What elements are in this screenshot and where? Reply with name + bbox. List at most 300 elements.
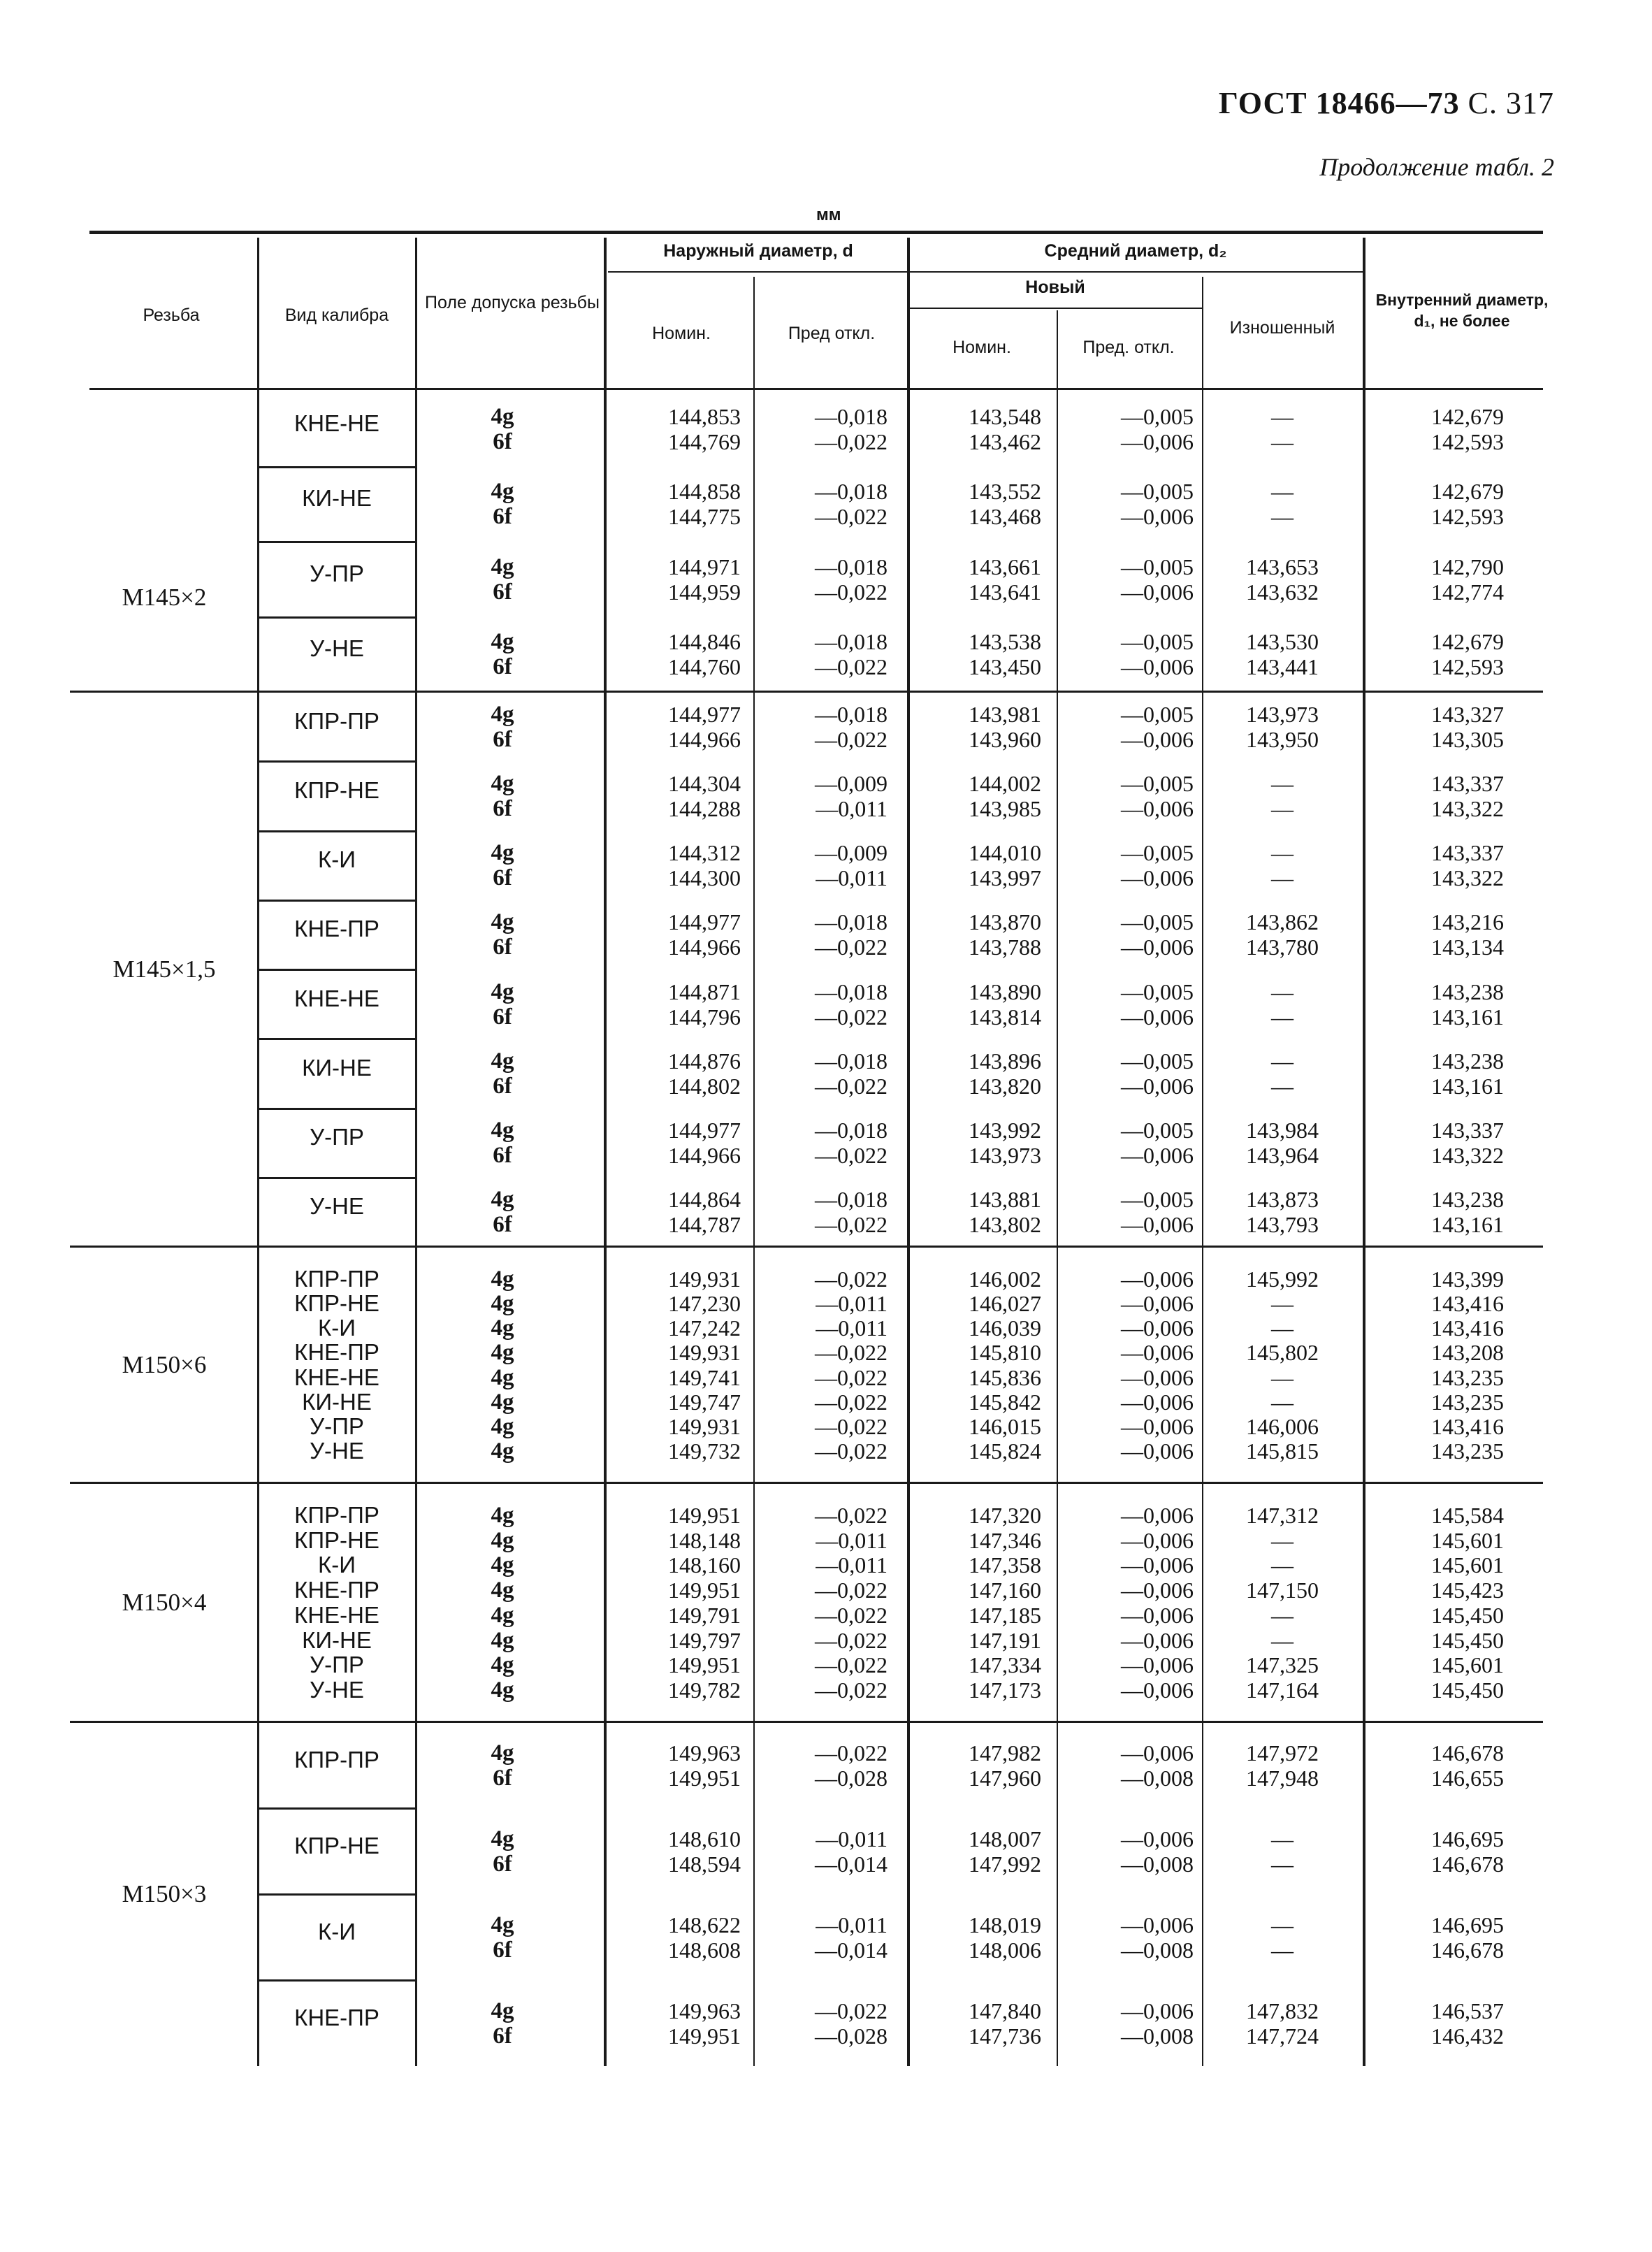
worn-value: — xyxy=(1271,1627,1294,1653)
gauge-row-separator xyxy=(259,1893,415,1896)
col-pitch-nominal: Номин. xyxy=(952,338,1011,357)
d2-nom-value: 147,960 xyxy=(969,1765,1041,1791)
thread-designation: М150×4 xyxy=(122,1589,207,1616)
d1-value: 143,161 xyxy=(1431,1212,1504,1238)
gauge-row-separator xyxy=(259,760,415,763)
d-dev-value: —0,022 xyxy=(815,1438,887,1464)
units-label: мм xyxy=(816,205,841,224)
d-dev-value: —0,022 xyxy=(815,1212,887,1238)
worn-value: 143,964 xyxy=(1246,1143,1319,1169)
d2-nom-cell xyxy=(908,1998,1041,2049)
d2-dev-cell xyxy=(1057,1528,1194,1553)
d-nom-value: 149,951 xyxy=(668,1765,741,1791)
gauge-type-cell: КНЕ-ПР xyxy=(294,916,379,942)
tolerance-value: 6f xyxy=(493,865,512,891)
gauge-type-cell: КНЕ-НЕ xyxy=(294,985,379,1011)
d-nom-cell xyxy=(608,1390,741,1415)
gauge-type-cell: У-ПР xyxy=(310,1652,364,1678)
worn-value: 147,948 xyxy=(1246,1765,1319,1791)
tolerance-value: 4g xyxy=(491,629,514,655)
d-nom-value: 144,288 xyxy=(668,795,741,821)
d-dev-cell xyxy=(762,629,887,679)
d1-cell xyxy=(1371,1578,1504,1603)
gauge-type-cell: У-ПР xyxy=(310,1413,364,1440)
d-nom-cell xyxy=(608,1048,741,1099)
d-dev-value: —0,022 xyxy=(815,1502,887,1528)
table-continuation-note: Продолжение табл. 2 xyxy=(1319,153,1554,181)
d-nom-cell xyxy=(608,1528,741,1553)
d2-nom-value: 147,334 xyxy=(969,1652,1041,1678)
d1-cell xyxy=(1371,1528,1504,1553)
d2-nom-cell xyxy=(908,702,1041,752)
d-nom-value: 149,931 xyxy=(668,1266,741,1292)
tolerance-value: 4g xyxy=(491,1340,514,1366)
d-dev-value: —0,022 xyxy=(815,1998,887,2023)
d1-cell xyxy=(1371,909,1504,960)
vline-worn xyxy=(1202,277,1203,2066)
d1-value: 142,790 xyxy=(1431,554,1504,579)
d2-dev-cell xyxy=(1057,554,1194,605)
tolerance-value: 4g xyxy=(491,1118,514,1143)
d2-nom-value: 143,641 xyxy=(969,579,1041,605)
tolerance-value: 4g xyxy=(491,1552,514,1578)
d-dev-value: —0,022 xyxy=(815,1389,887,1415)
tolerance-field-cell xyxy=(418,909,587,960)
d-nom-cell xyxy=(608,1652,741,1677)
d2-nom-value: 147,173 xyxy=(969,1677,1041,1703)
tolerance-value: 4g xyxy=(491,1912,514,1937)
worn-cell xyxy=(1203,1291,1361,1316)
d2-dev-value: —0,005 xyxy=(1121,1118,1194,1143)
d2-nom-cell xyxy=(908,1528,1041,1553)
gauge-row-separator xyxy=(259,1807,415,1810)
tolerance-field-cell xyxy=(418,1414,587,1439)
d1-value: 146,695 xyxy=(1431,1826,1504,1852)
tolerance-field-cell xyxy=(418,629,587,679)
d-dev-cell xyxy=(762,1187,887,1237)
d1-value: 145,450 xyxy=(1431,1677,1504,1703)
d2-nom-cell xyxy=(908,1291,1041,1316)
d2-nom-cell xyxy=(908,1652,1041,1677)
d-nom-value: 148,610 xyxy=(668,1826,741,1852)
gauge-type-cell: У-НЕ xyxy=(310,635,364,662)
d1-cell xyxy=(1371,479,1504,529)
thread-designation: М145×1,5 xyxy=(113,955,216,983)
d-dev-cell xyxy=(762,1438,887,1464)
d2-dev-cell xyxy=(1057,1048,1194,1099)
d2-dev-cell xyxy=(1057,1677,1194,1703)
d1-value: 143,235 xyxy=(1431,1364,1504,1390)
d1-value: 143,208 xyxy=(1431,1340,1504,1366)
tolerance-field-cell xyxy=(418,1677,587,1703)
d-nom-cell xyxy=(608,1503,741,1528)
gauge-row-separator xyxy=(259,1038,415,1040)
tolerance-value: 4g xyxy=(491,979,514,1004)
d1-value: 145,584 xyxy=(1431,1502,1504,1528)
worn-cell xyxy=(1203,554,1361,605)
d-dev-value: —0,011 xyxy=(816,1315,887,1341)
d2-dev-value: —0,005 xyxy=(1121,770,1194,796)
gauge-type-cell: КПР-ПР xyxy=(294,1746,379,1773)
d2-nom-value: 148,006 xyxy=(969,1937,1041,1963)
tolerance-value: 4g xyxy=(491,770,514,796)
tolerance-value: 4g xyxy=(491,1527,514,1553)
d2-nom-cell xyxy=(908,1118,1041,1168)
tolerance-field-cell xyxy=(418,1187,587,1237)
worn-cell xyxy=(1203,1438,1361,1464)
worn-cell xyxy=(1203,771,1361,821)
d2-dev-cell xyxy=(1057,479,1194,529)
worn-cell xyxy=(1203,629,1361,679)
d2-dev-value: —0,005 xyxy=(1121,909,1194,935)
d1-cell xyxy=(1371,1677,1504,1703)
d-dev-cell xyxy=(762,1048,887,1099)
d2-dev-cell xyxy=(1057,840,1194,890)
d2-dev-cell xyxy=(1057,1912,1194,1963)
d2-dev-cell xyxy=(1057,1315,1194,1341)
d1-cell xyxy=(1371,1652,1504,1677)
tolerance-field-cell xyxy=(418,554,587,605)
d-nom-value: 144,760 xyxy=(668,654,741,680)
tolerance-field-cell xyxy=(418,1118,587,1168)
d-nom-value: 144,977 xyxy=(668,909,741,935)
d1-value: 146,655 xyxy=(1431,1765,1504,1791)
header-bottom-rule xyxy=(89,388,1543,390)
tolerance-value: 4g xyxy=(491,1048,514,1074)
d1-cell xyxy=(1371,1503,1504,1528)
d-nom-cell xyxy=(608,1438,741,1464)
gauge-type-cell: У-НЕ xyxy=(310,1438,364,1464)
d-dev-cell xyxy=(762,771,887,821)
d1-cell xyxy=(1371,1998,1504,2049)
d1-value: 143,337 xyxy=(1431,770,1504,796)
d-dev-value: —0,011 xyxy=(816,1912,887,1937)
tolerance-value: 4g xyxy=(491,479,514,505)
d-dev-value: —0,022 xyxy=(815,504,887,530)
d-dev-value: —0,018 xyxy=(815,701,887,727)
worn-cell xyxy=(1203,909,1361,960)
d-nom-value: 144,304 xyxy=(668,770,741,796)
d2-nom-cell xyxy=(908,1826,1041,1877)
d-nom-cell xyxy=(608,1998,741,2049)
d-nom-value: 144,876 xyxy=(668,1048,741,1074)
d2-nom-cell xyxy=(908,1628,1041,1653)
tolerance-field-cell xyxy=(418,1912,587,1963)
d2-nom-value: 146,002 xyxy=(969,1266,1041,1292)
d-nom-cell xyxy=(608,1677,741,1703)
d1-cell xyxy=(1371,1438,1504,1464)
d2-nom-cell xyxy=(908,1266,1041,1292)
d2-nom-cell xyxy=(908,1740,1041,1791)
d-dev-cell xyxy=(762,1826,887,1877)
worn-cell xyxy=(1203,1826,1361,1877)
col-inner-diameter: Внутренний диаметр, d₁, не более xyxy=(1375,291,1549,330)
d-dev-value: —0,022 xyxy=(815,654,887,680)
tolerance-field-cell xyxy=(418,479,587,529)
d-nom-value: 148,594 xyxy=(668,1851,741,1877)
gauge-row-separator xyxy=(259,616,415,619)
tolerance-value: 6f xyxy=(493,795,512,821)
d-dev-value: —0,022 xyxy=(815,1627,887,1653)
d2-nom-cell xyxy=(908,629,1041,679)
gauge-type-cell: КПР-ПР xyxy=(294,1501,379,1528)
d-nom-value: 144,853 xyxy=(668,403,741,429)
worn-value: 147,325 xyxy=(1246,1652,1319,1678)
d-dev-value: —0,028 xyxy=(815,2023,887,2049)
d-dev-cell xyxy=(762,1578,887,1603)
tolerance-value: 4g xyxy=(491,701,514,727)
d1-value: 143,416 xyxy=(1431,1315,1504,1341)
d-dev-cell xyxy=(762,840,887,890)
d-dev-cell xyxy=(762,1365,887,1390)
tolerance-field-cell xyxy=(418,840,587,890)
d-nom-cell xyxy=(608,1552,741,1578)
d2-nom-value: 144,010 xyxy=(969,840,1041,866)
tolerance-field-cell xyxy=(418,1528,587,1553)
d-dev-value: —0,011 xyxy=(816,1290,887,1316)
d2-dev-value: —0,006 xyxy=(1121,1578,1194,1603)
worn-value: 143,441 xyxy=(1246,654,1319,680)
d2-dev-cell xyxy=(1057,1826,1194,1877)
d2-dev-cell xyxy=(1057,1365,1194,1390)
d1-value: 142,679 xyxy=(1431,479,1504,505)
d-nom-cell xyxy=(608,909,741,960)
d2-nom-value: 147,358 xyxy=(969,1552,1041,1578)
d1-value: 143,322 xyxy=(1431,795,1504,821)
tolerance-value: 4g xyxy=(491,1652,514,1678)
d-dev-value: —0,011 xyxy=(816,1527,887,1553)
d2-nom-value: 145,842 xyxy=(969,1389,1041,1415)
tolerance-value: 6f xyxy=(493,1851,512,1877)
tolerance-value: 6f xyxy=(493,934,512,960)
d2-dev-value: —0,005 xyxy=(1121,629,1194,655)
d-dev-value: —0,022 xyxy=(815,726,887,752)
d2-dev-cell xyxy=(1057,1603,1194,1628)
gauge-row-separator xyxy=(259,900,415,902)
tolerance-value: 4g xyxy=(491,403,514,429)
d1-value: 143,238 xyxy=(1431,1048,1504,1074)
tolerance-value: 4g xyxy=(491,1364,514,1390)
tolerance-value: 6f xyxy=(493,1765,512,1791)
worn-value: 147,150 xyxy=(1246,1578,1319,1603)
d2-nom-cell xyxy=(908,771,1041,821)
tolerance-field-cell xyxy=(418,1503,587,1528)
d-nom-cell xyxy=(608,1118,741,1168)
d-nom-cell xyxy=(608,1340,741,1365)
d-dev-value: —0,022 xyxy=(815,1340,887,1366)
d2-dev-value: —0,006 xyxy=(1121,1414,1194,1440)
worn-value: 143,653 xyxy=(1246,554,1319,579)
d2-nom-cell xyxy=(908,1187,1041,1237)
vline-gauge xyxy=(257,238,259,2066)
d2-dev-value: —0,006 xyxy=(1121,504,1194,530)
d2-nom-value: 147,346 xyxy=(969,1527,1041,1553)
d-nom-value: 149,931 xyxy=(668,1414,741,1440)
tolerance-value: 6f xyxy=(493,1073,512,1099)
d-dev-value: —0,009 xyxy=(815,840,887,866)
d2-dev-value: —0,005 xyxy=(1121,554,1194,579)
d2-nom-value: 143,462 xyxy=(969,428,1041,454)
d2-nom-value: 143,985 xyxy=(969,795,1041,821)
d1-cell xyxy=(1371,702,1504,752)
d-dev-cell xyxy=(762,1652,887,1677)
tolerance-value: 4g xyxy=(491,1826,514,1852)
d2-dev-value: —0,006 xyxy=(1121,1340,1194,1366)
d-nom-value: 144,871 xyxy=(668,979,741,1004)
d1-value: 145,450 xyxy=(1431,1602,1504,1628)
tolerance-value: 4g xyxy=(491,1187,514,1213)
d-nom-value: 144,796 xyxy=(668,1004,741,1030)
col-outer-deviation: Пред откл. xyxy=(788,324,876,343)
worn-cell xyxy=(1203,1266,1361,1292)
d-dev-value: —0,014 xyxy=(815,1851,887,1877)
d2-dev-value: —0,006 xyxy=(1121,1527,1194,1553)
d2-dev-value: —0,006 xyxy=(1121,795,1194,821)
tolerance-field-cell xyxy=(418,1266,587,1292)
d-nom-cell xyxy=(608,1414,741,1439)
d2-dev-value: —0,006 xyxy=(1121,1438,1194,1464)
standard-number: ГОСТ 18466—73 xyxy=(1218,86,1460,120)
d1-cell xyxy=(1371,1291,1504,1316)
d2-dev-cell xyxy=(1057,404,1194,454)
gauge-type-cell: КПР-НЕ xyxy=(294,777,379,803)
d2-dev-cell xyxy=(1057,771,1194,821)
d-nom-cell xyxy=(608,840,741,890)
d2-nom-value: 145,810 xyxy=(969,1340,1041,1366)
worn-value: 145,992 xyxy=(1246,1266,1319,1292)
d1-value: 143,322 xyxy=(1431,865,1504,891)
d2-nom-value: 143,450 xyxy=(969,654,1041,680)
vline-outer-dev xyxy=(753,277,755,2066)
d-dev-cell xyxy=(762,1503,887,1528)
d2-nom-cell xyxy=(908,1578,1041,1603)
d-nom-cell xyxy=(608,1826,741,1877)
gauge-type-cell: К-И xyxy=(318,846,356,873)
d-dev-value: —0,022 xyxy=(815,1143,887,1169)
gauge-row-separator xyxy=(259,466,415,468)
d1-cell xyxy=(1371,554,1504,605)
d-nom-value: 148,160 xyxy=(668,1552,741,1578)
d2-dev-value: —0,006 xyxy=(1121,1826,1194,1852)
d-nom-cell xyxy=(608,554,741,605)
worn-value: 143,862 xyxy=(1246,909,1319,935)
worn-value: — xyxy=(1271,504,1294,530)
gauge-type-cell: КПР-НЕ xyxy=(294,1832,379,1858)
worn-value: 143,873 xyxy=(1246,1187,1319,1213)
d2-nom-cell xyxy=(908,1603,1041,1628)
d2-dev-value: —0,006 xyxy=(1121,1627,1194,1653)
d2-nom-value: 143,896 xyxy=(969,1048,1041,1074)
d1-value: 143,235 xyxy=(1431,1389,1504,1415)
d2-nom-cell xyxy=(908,1365,1041,1390)
d-nom-value: 144,775 xyxy=(668,504,741,530)
d2-dev-cell xyxy=(1057,1266,1194,1292)
d-nom-value: 144,769 xyxy=(668,428,741,454)
d2-nom-cell xyxy=(908,404,1041,454)
d-nom-cell xyxy=(608,404,741,454)
d1-value: 142,593 xyxy=(1431,428,1504,454)
tolerance-value: 4g xyxy=(491,1315,514,1341)
d2-dev-cell xyxy=(1057,1578,1194,1603)
d-nom-value: 149,951 xyxy=(668,2023,741,2049)
d-dev-cell xyxy=(762,1266,887,1292)
vline-inner xyxy=(1363,238,1365,2066)
tolerance-field-cell xyxy=(418,1578,587,1603)
d-nom-value: 148,148 xyxy=(668,1527,741,1553)
d2-nom-value: 143,552 xyxy=(969,479,1041,505)
d-nom-value: 144,312 xyxy=(668,840,741,866)
d-nom-value: 149,747 xyxy=(668,1389,741,1415)
d-dev-value: —0,022 xyxy=(815,934,887,960)
tolerance-value: 4g xyxy=(491,1414,514,1440)
gauge-row-separator xyxy=(259,1979,415,1982)
d2-nom-value: 143,881 xyxy=(969,1187,1041,1213)
worn-cell xyxy=(1203,1365,1361,1390)
d1-value: 146,537 xyxy=(1431,1998,1504,2023)
d-dev-value: —0,018 xyxy=(815,1118,887,1143)
gauge-row-separator xyxy=(259,1177,415,1179)
header-rule-pitch xyxy=(908,271,1363,273)
d-dev-value: —0,018 xyxy=(815,479,887,505)
d-dev-value: —0,022 xyxy=(815,1414,887,1440)
d2-nom-cell xyxy=(908,479,1041,529)
tolerance-value: 6f xyxy=(493,2023,512,2049)
d1-value: 143,399 xyxy=(1431,1266,1504,1292)
d1-cell xyxy=(1371,1414,1504,1439)
d-nom-value: 149,951 xyxy=(668,1652,741,1678)
d2-nom-cell xyxy=(908,554,1041,605)
worn-cell xyxy=(1203,1552,1361,1578)
d2-dev-value: —0,006 xyxy=(1121,1290,1194,1316)
tolerance-field-cell xyxy=(418,1340,587,1365)
d-dev-cell xyxy=(762,1603,887,1628)
d1-cell xyxy=(1371,1266,1504,1292)
d2-dev-value: —0,006 xyxy=(1121,1740,1194,1766)
d-nom-value: 149,782 xyxy=(668,1677,741,1703)
d-dev-value: —0,018 xyxy=(815,403,887,429)
gauge-row-separator xyxy=(259,969,415,971)
d2-nom-value: 143,981 xyxy=(969,701,1041,727)
gauge-type-cell: КИ-НЕ xyxy=(302,1388,372,1415)
worn-cell xyxy=(1203,1677,1361,1703)
d1-value: 146,678 xyxy=(1431,1740,1504,1766)
d1-value: 146,695 xyxy=(1431,1912,1504,1937)
d-dev-value: —0,022 xyxy=(815,579,887,605)
d-dev-cell xyxy=(762,1340,887,1365)
d-nom-value: 144,858 xyxy=(668,479,741,505)
d2-nom-value: 143,997 xyxy=(969,865,1041,891)
gauge-type-cell: У-ПР xyxy=(310,560,364,586)
gauge-type-cell: КПР-НЕ xyxy=(294,1526,379,1553)
d-dev-value: —0,022 xyxy=(815,428,887,454)
d2-nom-cell xyxy=(908,1677,1041,1703)
gauge-type-cell: КНЕ-ПР xyxy=(294,1577,379,1603)
d2-dev-value: —0,008 xyxy=(1121,1765,1194,1791)
gauge-type-cell: КПР-ПР xyxy=(294,707,379,734)
worn-value: — xyxy=(1271,1290,1294,1316)
gauge-type-cell: У-НЕ xyxy=(310,1677,364,1703)
gauge-type-cell: КИ-НЕ xyxy=(302,1626,372,1653)
d-dev-value: —0,011 xyxy=(816,1826,887,1852)
tolerance-value: 4g xyxy=(491,909,514,935)
d-nom-value: 144,802 xyxy=(668,1073,741,1099)
d-nom-value: 149,797 xyxy=(668,1627,741,1653)
d2-dev-value: —0,006 xyxy=(1121,1602,1194,1628)
d2-dev-cell xyxy=(1057,1291,1194,1316)
group-separator xyxy=(70,691,1543,693)
d-nom-cell xyxy=(608,702,741,752)
d2-dev-cell xyxy=(1057,1438,1194,1464)
